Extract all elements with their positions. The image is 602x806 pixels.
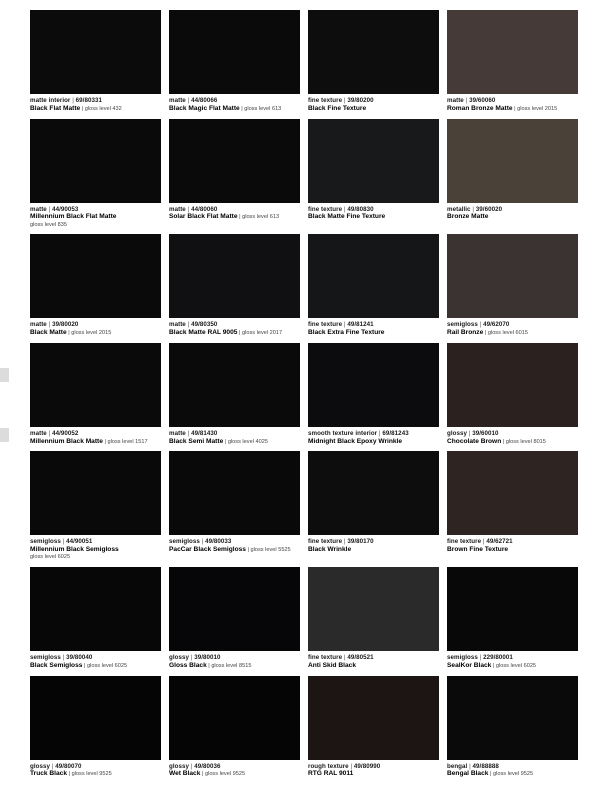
swatch-name-line (169, 213, 300, 221)
swatch-name-line (30, 662, 161, 670)
swatch-meta (308, 203, 439, 222)
swatch-color-chip[interactable] (169, 451, 300, 535)
swatch-meta (308, 318, 439, 337)
swatch-name: Black Semi Matte (169, 437, 224, 445)
swatch-meta (447, 318, 578, 337)
swatch-name-line (447, 770, 578, 778)
swatch-type-and-code (30, 430, 161, 437)
swatch-type: semigloss (169, 538, 200, 546)
swatch-color-chip[interactable] (308, 676, 439, 760)
swatch-separator: | (342, 538, 348, 546)
swatch-gloss-level: gloss level 835 (30, 221, 68, 228)
swatch-type-and-code (30, 321, 161, 328)
swatch-type: glossy (169, 762, 189, 770)
swatch-code: 44/80060 (191, 205, 218, 213)
swatch-separator: | (60, 654, 67, 662)
swatch-separator: | (342, 321, 348, 329)
swatch-separator: | (70, 97, 76, 104)
swatch-separator: | (60, 538, 67, 546)
swatch-code: 69/80331 (75, 97, 102, 104)
swatch-name: RTG RAL 9011 (308, 770, 354, 778)
swatch-color-chip[interactable] (30, 343, 161, 427)
swatch-card[interactable] (447, 451, 578, 561)
swatch-gloss-level: | gloss level 1517 (102, 438, 148, 445)
swatch-name: Truck Black (30, 770, 68, 778)
swatch-meta (169, 318, 300, 337)
swatch-name-line (169, 546, 300, 554)
swatch-separator: | (185, 97, 192, 104)
swatch-type: smooth texture interior (308, 429, 378, 437)
swatch-separator: | (377, 429, 383, 437)
swatch-code: 49/88888 (472, 762, 499, 770)
swatch-gloss-value: gloss level 6025 (495, 662, 537, 669)
swatch-name: Anti Skid Black (308, 661, 357, 669)
swatch-color-chip[interactable] (169, 234, 300, 318)
swatch-gloss-value: gloss level 4025 (227, 438, 268, 445)
swatch-color-chip[interactable] (169, 10, 300, 94)
swatch-gloss-level: | gloss level 9525 (200, 771, 246, 778)
swatch-card[interactable] (308, 567, 439, 670)
swatch-color-chip[interactable] (30, 10, 161, 94)
swatch-meta (447, 760, 578, 779)
swatch-type-and-code (169, 538, 300, 545)
swatch-gloss-value: gloss level 2017 (241, 330, 283, 337)
swatch-type-and-code (169, 321, 300, 328)
swatch-type: fine texture (308, 654, 343, 662)
swatch-gloss-value: gloss level 8515 (211, 662, 252, 669)
swatch-gloss-level: | gloss level 6025 (82, 662, 128, 669)
swatch-type: fine texture (308, 205, 343, 213)
swatch-name-line (447, 329, 578, 337)
swatch-color-chip[interactable] (308, 451, 439, 535)
swatch-meta (169, 427, 300, 446)
swatch-code: 49/81241 (347, 321, 374, 329)
swatch-type-and-code (447, 321, 578, 328)
swatch-card[interactable] (447, 10, 578, 113)
swatch-meta (308, 651, 439, 670)
swatch-meta (30, 94, 161, 113)
swatch-meta (169, 203, 300, 222)
swatch-card[interactable] (308, 119, 439, 229)
swatch-separator: | (463, 97, 470, 104)
swatch-name-line (447, 438, 578, 446)
swatch-type: fine texture (308, 538, 343, 546)
swatch-name-line (308, 213, 439, 221)
swatch-name: Black Magic Flat Matte (169, 104, 240, 112)
swatch-card[interactable] (30, 451, 161, 561)
swatch-separator: | (46, 429, 53, 437)
swatch-name: Brown Fine Texture (447, 546, 509, 554)
swatch-separator: | (46, 205, 53, 213)
swatch-type-and-code (169, 763, 300, 770)
swatch-type: semigloss (447, 321, 478, 329)
swatch-card[interactable] (30, 234, 161, 337)
swatch-card[interactable] (447, 119, 578, 229)
swatch-type-and-code (169, 430, 300, 437)
swatch-separator: | (188, 654, 195, 662)
swatch-type-and-code (169, 654, 300, 661)
swatch-gloss-value: gloss level 6025 (86, 662, 128, 669)
swatch-type: semigloss (447, 654, 478, 662)
swatch-code: 44/90053 (52, 205, 79, 213)
swatch-name: Midnight Black Epoxy Wrinkle (308, 437, 403, 445)
swatch-name-line (447, 546, 578, 554)
swatch-code: 69/81243 (382, 429, 409, 437)
swatch-type-and-code (308, 321, 439, 328)
swatch-color-chip[interactable] (308, 343, 439, 427)
swatch-name: Black Extra Fine Texture (308, 329, 385, 337)
swatch-meta (169, 94, 300, 113)
swatch-card[interactable] (447, 567, 578, 670)
swatch-gloss-level: | gloss level 9525 (488, 771, 534, 778)
swatch-type: fine texture (308, 321, 343, 329)
swatch-color-chip[interactable] (169, 119, 300, 203)
swatch-card[interactable] (447, 343, 578, 446)
swatch-name-line (30, 770, 161, 778)
swatch-separator: | (466, 429, 473, 437)
swatch-gloss-level: | gloss level 2015 (66, 330, 112, 337)
swatch-gloss-value: gloss level 432 (84, 105, 122, 112)
swatch-name: Black Wrinkle (308, 546, 352, 554)
swatch-gloss-value: gloss level 9525 (71, 771, 112, 778)
swatch-type: fine texture (308, 97, 343, 104)
swatch-gloss-value: gloss level 2015 (71, 330, 112, 337)
swatch-card[interactable] (30, 10, 161, 113)
swatch-type: matte (169, 321, 186, 329)
swatch-name: Black Flat Matte (30, 104, 81, 112)
swatch-meta (169, 535, 300, 554)
swatch-card[interactable] (447, 234, 578, 337)
swatch-name-line (447, 105, 578, 113)
swatch-type: matte interior (30, 97, 71, 104)
swatch-separator: | (185, 321, 192, 329)
swatch-type: matte (169, 97, 186, 104)
swatch-separator: | (342, 205, 348, 213)
swatch-type: matte (447, 97, 464, 104)
swatch-name: Rail Bronze (447, 329, 484, 337)
swatch-gloss-value: gloss level 1517 (107, 438, 148, 445)
swatch-code: 39/80170 (347, 538, 374, 546)
swatch-meta (30, 203, 161, 229)
swatch-code: 49/80070 (55, 762, 82, 770)
swatch-code: 39/80040 (66, 654, 93, 662)
swatch-code: 39/80010 (194, 654, 221, 662)
swatch-name-line (30, 329, 161, 337)
swatch-color-chip[interactable] (30, 676, 161, 760)
swatch-gloss-level: | gloss level 6025 (491, 662, 537, 669)
swatch-meta (308, 760, 439, 779)
swatch-name-line (30, 105, 161, 113)
swatch-gloss-level: gloss level 6025 (30, 554, 71, 561)
swatch-code: 44/90052 (52, 429, 79, 437)
swatch-name: Bengal Black (447, 770, 489, 778)
swatch-type-and-code (447, 538, 578, 545)
swatch-name: Roman Bronze Matte (447, 104, 513, 112)
swatch-name: SealKor Black (447, 661, 492, 669)
swatch-code: 229/80001 (483, 654, 513, 662)
swatch-color-chip[interactable] (169, 567, 300, 651)
swatch-card[interactable] (30, 567, 161, 670)
swatch-type-and-code (30, 97, 161, 104)
swatch-separator: | (477, 654, 484, 662)
swatch-card[interactable] (169, 343, 300, 446)
swatch-name: Millennium Black Matte (30, 437, 103, 445)
swatch-meta (30, 427, 161, 446)
swatch-gloss-level: | gloss level 432 (80, 105, 122, 112)
swatch-name: Black Matte RAL 9005 (169, 329, 238, 337)
swatch-separator: | (477, 321, 484, 329)
swatch-type: matte (30, 429, 47, 437)
swatch-color-chip[interactable] (169, 676, 300, 760)
swatch-color-chip[interactable] (308, 234, 439, 318)
swatch-card[interactable] (169, 234, 300, 337)
swatch-type: semigloss (30, 538, 61, 546)
swatch-card[interactable] (308, 451, 439, 561)
swatch-card[interactable] (169, 119, 300, 229)
swatch-name-line (169, 770, 300, 778)
swatch-name: Solar Black Flat Matte (169, 213, 238, 221)
swatch-gloss-level: | gloss level 613 (239, 105, 282, 112)
swatch-color-chip[interactable] (30, 451, 161, 535)
swatch-type-and-code (169, 206, 300, 213)
swatch-card[interactable] (169, 567, 300, 670)
swatch-name: Bronze Matte (447, 213, 489, 221)
swatch-type-and-code (447, 97, 578, 104)
swatch-code: 44/90051 (66, 538, 93, 546)
swatch-code: 44/80066 (191, 97, 218, 104)
swatch-name-line (447, 213, 578, 221)
swatch-type-and-code (447, 430, 578, 437)
swatch-gloss-level: | gloss level 8015 (501, 438, 546, 445)
swatch-name: Millennium Black Semigloss (30, 546, 119, 554)
swatch-name-line (308, 770, 439, 778)
swatch-name-line (30, 438, 161, 446)
swatch-type: matte (169, 205, 186, 213)
swatch-name-line (308, 546, 439, 554)
swatch-gloss-value: gloss level 6015 (487, 330, 528, 337)
swatch-name-line (447, 662, 578, 670)
swatch-gloss-level: | gloss level 613 (237, 214, 280, 221)
swatch-type-and-code (30, 654, 161, 661)
swatch-card[interactable] (30, 343, 161, 446)
swatch-color-chip[interactable] (169, 343, 300, 427)
swatch-gloss-value: gloss level 8015 (505, 438, 546, 445)
swatch-card[interactable] (30, 119, 161, 229)
swatch-name: Chocolate Brown (447, 437, 502, 445)
swatch-type-and-code (169, 97, 300, 104)
swatch-name-line (169, 438, 300, 446)
swatch-separator: | (348, 762, 354, 770)
swatch-name: Black Semigloss (30, 661, 83, 669)
swatch-type-and-code (308, 206, 439, 213)
swatch-type-and-code (30, 763, 161, 770)
swatch-color-chip[interactable] (308, 10, 439, 94)
swatch-type: matte (30, 205, 47, 213)
swatch-type: glossy (30, 762, 50, 770)
swatch-type-and-code (30, 206, 161, 213)
swatch-name-line (30, 546, 161, 554)
swatch-color-chip[interactable] (447, 676, 578, 760)
swatch-gloss-value: gloss level 9525 (492, 771, 534, 778)
swatch-meta (30, 318, 161, 337)
swatch-type: glossy (447, 429, 467, 437)
swatch-code: 39/80020 (52, 321, 79, 329)
swatch-meta (30, 651, 161, 670)
swatch-code: 49/62070 (483, 321, 510, 329)
swatch-type: matte (169, 429, 186, 437)
swatch-separator: | (188, 762, 195, 770)
swatch-separator: | (481, 538, 487, 546)
swatch-color-chip[interactable] (447, 451, 578, 535)
swatch-gloss-value: gloss level 9525 (204, 771, 246, 778)
swatch-meta (447, 427, 578, 446)
swatch-name-line (308, 105, 439, 113)
swatch-meta (447, 535, 578, 554)
swatch-meta (169, 651, 300, 670)
swatch-name-line (169, 662, 300, 670)
swatch-gloss-value: gloss level 613 (244, 105, 282, 112)
swatch-card[interactable] (169, 451, 300, 561)
swatch-separator: | (467, 762, 473, 770)
swatch-name-line (30, 213, 161, 221)
swatch-type-and-code (447, 763, 578, 770)
swatch-name-line (169, 105, 300, 113)
swatch-type: bengal (447, 762, 468, 770)
swatch-type-and-code (308, 654, 439, 661)
swatch-type-and-code (308, 763, 439, 770)
swatch-type-and-code (308, 430, 439, 437)
swatch-name: Gloss Black (169, 661, 207, 669)
swatch-color-chip[interactable] (447, 234, 578, 318)
swatch-name: Wet Black (169, 770, 201, 778)
swatch-code: 49/80521 (347, 654, 374, 662)
swatch-separator: | (342, 654, 348, 662)
swatch-gloss-value: gloss level 2015 (517, 105, 558, 112)
swatch-type-and-code (447, 206, 578, 213)
swatch-code: 49/80036 (194, 762, 221, 770)
swatch-meta (447, 651, 578, 670)
swatch-type: glossy (169, 654, 189, 662)
swatch-card[interactable] (308, 10, 439, 113)
swatch-name: Black Matte (30, 329, 67, 337)
swatch-separator: | (185, 205, 192, 213)
swatch-color-chip[interactable] (30, 234, 161, 318)
swatch-meta (447, 203, 578, 222)
swatch-card[interactable] (308, 676, 439, 779)
swatch-name: Black Matte Fine Texture (308, 213, 386, 221)
swatch-card[interactable] (308, 343, 439, 446)
swatch-type: matte (30, 321, 47, 329)
swatch-meta (30, 760, 161, 779)
swatch-code: 39/60020 (475, 205, 503, 213)
swatch-name-line (169, 329, 300, 337)
swatch-gloss-level: | gloss level 9525 (67, 771, 112, 778)
swatch-code: 39/60060 (469, 97, 496, 104)
swatch-type: rough texture (308, 762, 349, 770)
swatch-gloss-level: | gloss level 2015 (512, 105, 558, 112)
swatch-type: fine texture (447, 538, 482, 546)
swatch-separator: | (49, 762, 56, 770)
swatch-gloss-level: | gloss level 8515 (206, 662, 252, 669)
swatch-name-line (308, 329, 439, 337)
swatch-separator: | (46, 321, 53, 329)
swatch-gloss-level: | gloss level 2017 (237, 330, 283, 337)
swatch-separator: | (199, 538, 206, 546)
swatch-color-chip[interactable] (447, 567, 578, 651)
swatch-name: PacCar Black Semigloss (169, 546, 246, 554)
swatch-separator: | (470, 205, 476, 213)
swatch-name-line (308, 662, 439, 670)
swatch-code: 49/80033 (205, 538, 232, 546)
swatch-gloss-value: gloss level 613 (242, 214, 280, 221)
swatch-code: 49/80350 (191, 321, 218, 329)
swatch-name-line (308, 438, 439, 446)
swatch-color-chip[interactable] (30, 567, 161, 651)
swatch-meta (447, 94, 578, 113)
swatch-meta (308, 94, 439, 113)
swatch-color-chip[interactable] (308, 119, 439, 203)
swatch-code: 49/62721 (486, 538, 513, 546)
swatch-code: 39/60010 (472, 429, 499, 437)
swatch-meta (308, 427, 439, 446)
swatch-color-chip[interactable] (308, 567, 439, 651)
swatch-gloss-level: | gloss level 4025 (223, 438, 268, 445)
swatch-type-and-code (447, 654, 578, 661)
swatch-color-chip[interactable] (447, 10, 578, 94)
swatch-code: 49/81430 (191, 429, 218, 437)
swatch-gloss-level: | gloss level 5525 (245, 547, 291, 554)
swatch-separator: | (342, 97, 348, 104)
swatch-separator: | (185, 429, 192, 437)
swatch-code: 39/80200 (347, 97, 374, 104)
swatch-code: 49/80990 (353, 762, 381, 770)
swatch-gloss-level: | gloss level 6015 (483, 330, 528, 337)
swatch-meta (308, 535, 439, 554)
swatch-card[interactable] (30, 676, 161, 779)
swatch-card[interactable] (308, 234, 439, 337)
swatch-card[interactable] (169, 10, 300, 113)
swatch-type-and-code (308, 97, 439, 104)
swatch-gloss-value: gloss level 5525 (250, 547, 291, 554)
swatch-color-chip[interactable] (30, 119, 161, 203)
swatch-meta (169, 760, 300, 779)
swatch-name: Black Fine Texture (308, 104, 367, 112)
swatch-type: semigloss (30, 654, 61, 662)
swatch-meta (30, 535, 161, 561)
swatch-card[interactable] (447, 676, 578, 779)
swatch-name: Millennium Black Flat Matte (30, 213, 117, 221)
swatch-card[interactable] (169, 676, 300, 779)
swatch-type-and-code (30, 538, 161, 545)
swatch-color-chip[interactable] (447, 343, 578, 427)
swatch-color-chip[interactable] (447, 119, 578, 203)
swatch-type: metallic (447, 205, 471, 213)
swatch-type-and-code (308, 538, 439, 545)
swatch-code: 49/80830 (347, 205, 374, 213)
